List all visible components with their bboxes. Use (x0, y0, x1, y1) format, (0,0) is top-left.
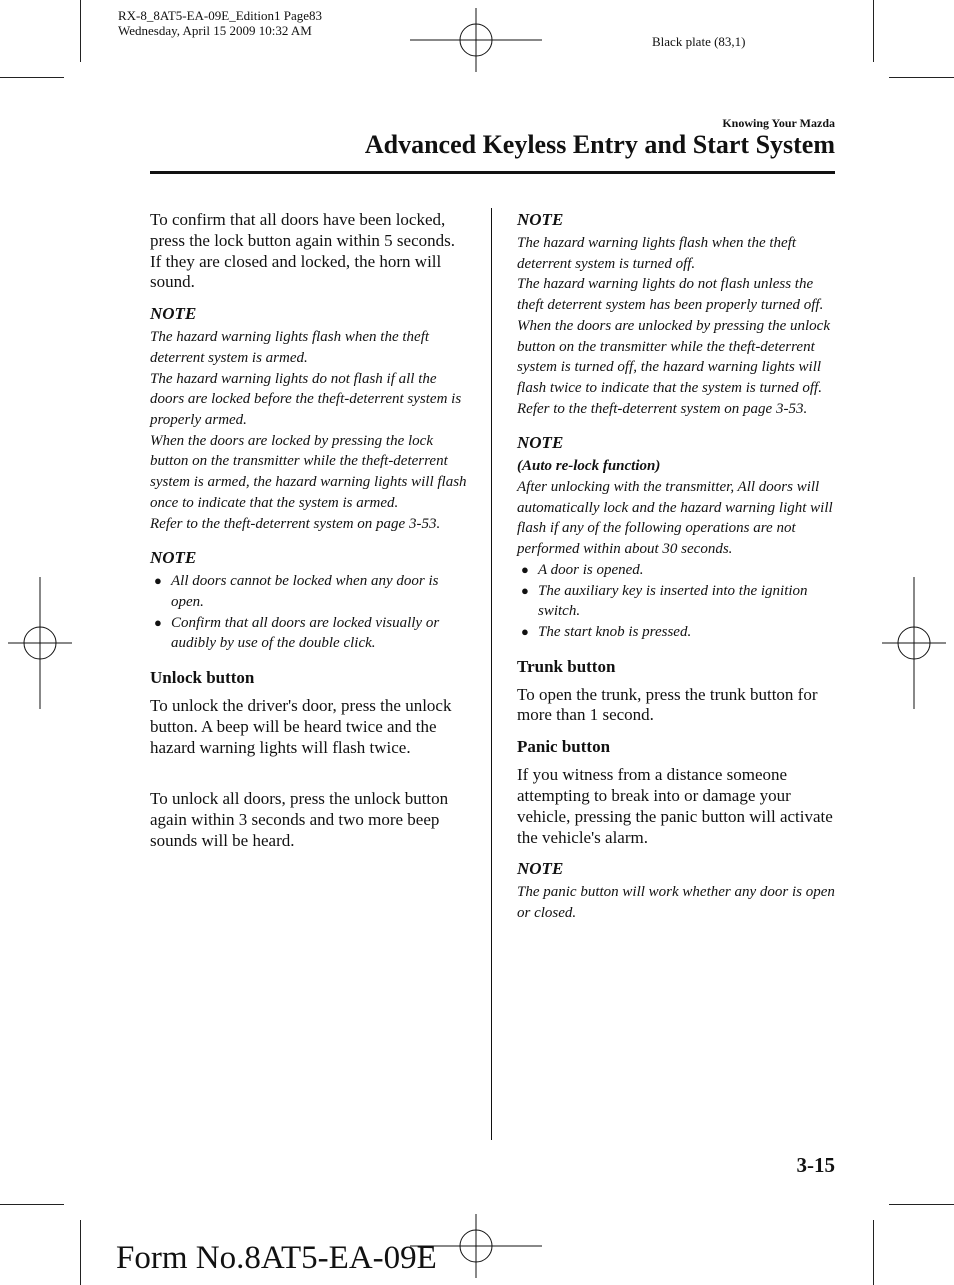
list-item-text: A door is opened. (538, 561, 644, 578)
note-heading: NOTE (517, 210, 564, 229)
list-item-text: The auxiliary key is inserted into the ignition switch. (538, 582, 808, 620)
form-number: Form No.8AT5-EA-09E (116, 1240, 437, 1276)
crop-mark (873, 1220, 874, 1285)
left-column (150, 210, 470, 863)
page-number: 3-15 (796, 1153, 835, 1177)
panic-paragraph: If you witness from a distance someone attempting to break into or damage your vehicle, pressing the panic button will activate the vehicle's alarm. (517, 765, 833, 847)
list-item (517, 560, 835, 581)
print-meta-line2: Wednesday, April 15 2009 10:32 AM (118, 23, 312, 38)
crop-mark (80, 0, 81, 62)
list-item (150, 613, 470, 654)
note-bullet-list (517, 560, 835, 643)
crop-mark (873, 0, 874, 62)
panic-heading: Panic button (517, 737, 611, 757)
print-meta (118, 8, 322, 38)
crop-mark (0, 77, 64, 78)
crop-mark (889, 1204, 954, 1205)
note-box (517, 210, 835, 419)
note-box (517, 859, 835, 923)
list-item (517, 581, 835, 622)
note-text: The hazard warning lights do not flash if all the doors are locked before the theft-deterrent system is properly armed. (150, 370, 462, 428)
trunk-heading: Trunk button (517, 656, 616, 676)
bullet-icon: ● (521, 582, 529, 598)
note-text: The hazard warning lights flash when the theft deterrent system is armed. (150, 329, 430, 366)
bullet-icon: ● (521, 623, 529, 639)
note-text: The panic button will work whether any door is open or closed. (517, 884, 835, 922)
note-heading: NOTE (517, 859, 564, 879)
column-divider (491, 208, 492, 1140)
note-box (150, 304, 470, 534)
bullet-icon: ● (521, 561, 529, 577)
note-heading: NOTE (150, 304, 197, 324)
page-title: Advanced Keyless Entry and Start System (364, 130, 835, 159)
note-subheading: (Auto re-lock function) (517, 458, 661, 475)
title-rule (150, 171, 835, 174)
note-text: Refer to the theft-deterrent system on page 3-53. (517, 400, 808, 417)
crop-mark (0, 1204, 64, 1205)
note-text: Refer to the theft-deterrent system on page 3-53. (150, 515, 441, 532)
trunk-paragraph: To open the trunk, press the trunk button for more than 1 second. (517, 684, 818, 725)
note-text: After unlocking with the transmitter, All doors will automatically lock and the hazard warning light will flash if any of the following operations are not performed within about 30 seconds. (517, 479, 833, 558)
note-box (150, 548, 470, 654)
bullet-icon: ● (154, 614, 162, 630)
note-heading: NOTE (150, 548, 197, 568)
section-label: Knowing Your Mazda (722, 116, 835, 130)
note-heading: NOTE (517, 433, 564, 453)
crop-mark (80, 1220, 81, 1285)
unlock-heading: Unlock button (150, 668, 255, 688)
list-item-text: The start knob is pressed. (538, 623, 692, 640)
plate-label: Black plate (83,1) (652, 34, 746, 49)
print-meta-line1: RX-8_8AT5-EA-09E_Edition1 Page83 (118, 8, 323, 23)
crop-mark (889, 77, 954, 78)
list-item (150, 571, 470, 612)
note-text: When the doors are unlocked by pressing the unlock button on the transmitter while the theft-deterrent system is turned off, the hazard warning lights will flash twice to indicate that the system is turned off. (517, 317, 830, 396)
right-column (517, 210, 835, 938)
list-item (517, 622, 835, 643)
registration-mark-icon (410, 8, 542, 72)
intro-paragraph: To confirm that all doors have been locked, press the lock button again within 5 seconds. If they are closed and locked, the horn will sound. (150, 210, 456, 292)
registration-mark-icon (882, 577, 946, 709)
unlock-all-paragraph: To unlock all doors, press the unlock button again within 3 seconds and two more beep sounds will be heard. (150, 789, 449, 851)
note-box (517, 433, 835, 642)
registration-mark-icon (8, 577, 72, 709)
note-text: When the doors are locked by pressing the lock button on the transmitter while the theft-deterrent system is armed, the hazard warning lights will flash once to indicate that the system is armed. (150, 432, 467, 511)
bullet-icon: ● (154, 573, 162, 589)
unlock-paragraph: To unlock the driver's door, press the unlock button. A beep will be heard twice and the hazard warning lights will flash twice. (150, 696, 452, 757)
list-item-text: Confirm that all doors are locked visually or audibly by use of the double click. (171, 614, 440, 652)
note-bullet-list (150, 571, 470, 654)
list-item-text: All doors cannot be locked when any door is open. (171, 573, 439, 610)
note-text: The hazard warning lights do not flash unless the theft deterrent system has been properly turned off. (517, 276, 824, 314)
note-text: The hazard warning lights flash when the theft deterrent system is turned off. (517, 235, 797, 272)
